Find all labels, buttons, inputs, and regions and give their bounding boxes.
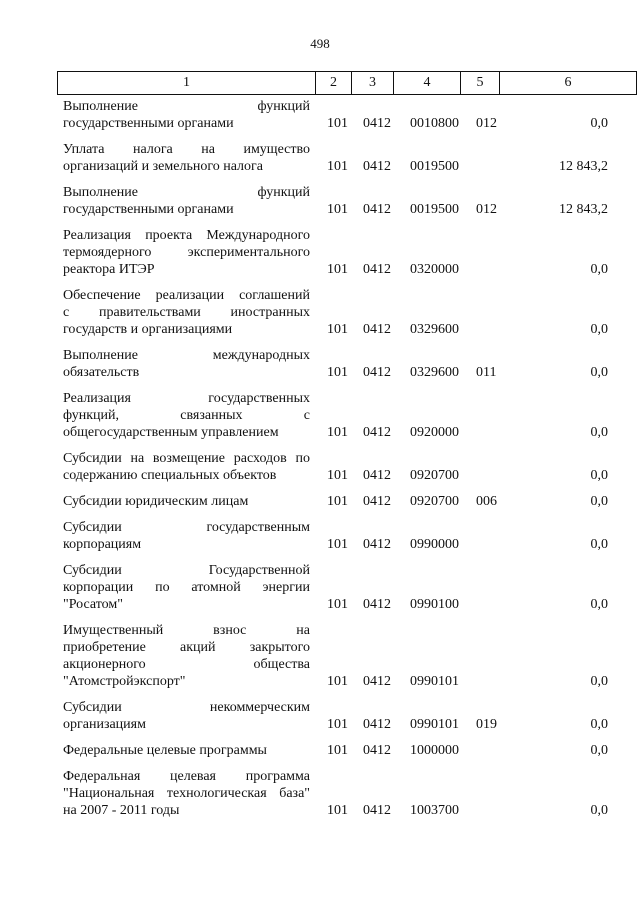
amount-value: 0,0 bbox=[590, 262, 608, 277]
amount-value: 0,0 bbox=[590, 743, 608, 758]
subsection-code: 0412 bbox=[363, 322, 391, 337]
section-code: 101 bbox=[327, 322, 348, 337]
table-row bbox=[0, 562, 640, 613]
section-code: 101 bbox=[327, 365, 348, 380]
section-code: 101 bbox=[327, 537, 348, 552]
description-line: общегосударственным управлением bbox=[63, 425, 279, 440]
description-line: государственными органами bbox=[63, 116, 234, 131]
amount-value: 0,0 bbox=[590, 116, 608, 131]
description-line: обязательств bbox=[63, 365, 140, 380]
amount-value: 12 843,2 bbox=[559, 202, 608, 217]
description-line: термоядерного экспериментального bbox=[63, 245, 310, 260]
table-row bbox=[0, 184, 640, 218]
amount-value: 0,0 bbox=[590, 365, 608, 380]
row-description bbox=[63, 184, 310, 218]
table-row bbox=[0, 699, 640, 733]
description-line: Субсидии юридическим лицам bbox=[63, 494, 249, 509]
subsection-code: 0412 bbox=[363, 743, 391, 758]
target-article-code: 1003700 bbox=[410, 803, 459, 818]
table-row bbox=[0, 450, 640, 484]
section-code: 101 bbox=[327, 674, 348, 689]
description-line: Федеральные целевые программы bbox=[63, 743, 267, 758]
table-row bbox=[0, 742, 640, 759]
target-article-code: 0329600 bbox=[410, 322, 459, 337]
target-article-code: 0019500 bbox=[410, 202, 459, 217]
row-description bbox=[63, 699, 310, 733]
description-line: на 2007 - 2011 годы bbox=[63, 803, 180, 818]
column-header-5: 5 bbox=[461, 72, 500, 95]
column-header-2: 2 bbox=[316, 72, 352, 95]
amount-value: 0,0 bbox=[590, 425, 608, 440]
subsection-code: 0412 bbox=[363, 116, 391, 131]
row-description bbox=[63, 287, 310, 338]
description-line: Выполнение функций bbox=[63, 99, 310, 114]
description-line: "Атомстройэкспорт" bbox=[63, 674, 186, 689]
row-description bbox=[63, 390, 310, 441]
amount-value: 0,0 bbox=[590, 597, 608, 612]
table-row bbox=[0, 141, 640, 175]
row-description bbox=[63, 98, 310, 132]
table-row bbox=[0, 287, 640, 338]
column-header-4: 4 bbox=[394, 72, 461, 95]
section-code: 101 bbox=[327, 717, 348, 732]
section-code: 101 bbox=[327, 202, 348, 217]
subsection-code: 0412 bbox=[363, 202, 391, 217]
target-article-code: 0920000 bbox=[410, 425, 459, 440]
description-line: Федеральная целевая программа bbox=[63, 769, 310, 784]
description-line: Реализация государственных bbox=[63, 391, 310, 406]
description-line: корпорациям bbox=[63, 537, 142, 552]
description-line: Субсидии Государственной bbox=[63, 563, 310, 578]
amount-value: 12 843,2 bbox=[559, 159, 608, 174]
description-line: Субсидии некоммерческим bbox=[63, 700, 310, 715]
column-header-3: 3 bbox=[352, 72, 394, 95]
target-article-code: 0990000 bbox=[410, 537, 459, 552]
budget-rows bbox=[0, 98, 640, 828]
section-code: 101 bbox=[327, 116, 348, 131]
subsection-code: 0412 bbox=[363, 803, 391, 818]
description-line: Уплата налога на имущество bbox=[63, 142, 310, 157]
subsection-code: 0412 bbox=[363, 425, 391, 440]
row-description bbox=[63, 519, 310, 553]
row-description bbox=[63, 622, 310, 690]
target-article-code: 0920700 bbox=[410, 494, 459, 509]
target-article-code: 0010800 bbox=[410, 116, 459, 131]
section-code: 101 bbox=[327, 159, 348, 174]
description-line: Имущественный взнос на bbox=[63, 623, 310, 638]
description-line: организаций и земельного налога bbox=[63, 159, 263, 174]
row-description bbox=[63, 493, 310, 510]
description-line: функций, связанных с bbox=[63, 408, 310, 423]
table-row bbox=[0, 622, 640, 690]
subsection-code: 0412 bbox=[363, 262, 391, 277]
description-line: Выполнение международных bbox=[63, 348, 310, 363]
row-description bbox=[63, 450, 310, 484]
description-line: приобретение акций закрытого bbox=[63, 640, 310, 655]
description-line: государственными органами bbox=[63, 202, 234, 217]
table-row bbox=[0, 519, 640, 553]
row-description bbox=[63, 347, 310, 381]
target-article-code: 1000000 bbox=[410, 743, 459, 758]
subsection-code: 0412 bbox=[363, 597, 391, 612]
target-article-code: 0990101 bbox=[410, 674, 459, 689]
target-article-code: 0990100 bbox=[410, 597, 459, 612]
target-article-code: 0990101 bbox=[410, 717, 459, 732]
expense-type-code: 011 bbox=[476, 365, 497, 380]
amount-value: 0,0 bbox=[590, 803, 608, 818]
table-row bbox=[0, 493, 640, 510]
description-line: корпорации по атомной энергии bbox=[63, 580, 310, 595]
amount-value: 0,0 bbox=[590, 322, 608, 337]
description-line: Субсидии на возмещение расходов по bbox=[63, 451, 310, 466]
table-row bbox=[0, 227, 640, 278]
description-line: "Росатом" bbox=[63, 597, 123, 612]
section-code: 101 bbox=[327, 597, 348, 612]
subsection-code: 0412 bbox=[363, 365, 391, 380]
amount-value: 0,0 bbox=[590, 674, 608, 689]
table-row bbox=[0, 768, 640, 819]
subsection-code: 0412 bbox=[363, 494, 391, 509]
row-description bbox=[63, 742, 310, 759]
expense-type-code: 012 bbox=[476, 116, 497, 131]
column-header-6: 6 bbox=[500, 72, 637, 95]
target-article-code: 0920700 bbox=[410, 468, 459, 483]
description-line: реактора ИТЭР bbox=[63, 262, 155, 277]
expense-type-code: 012 bbox=[476, 202, 497, 217]
amount-value: 0,0 bbox=[590, 468, 608, 483]
description-line: акционерного общества bbox=[63, 657, 310, 672]
column-header-table bbox=[57, 71, 637, 95]
section-code: 101 bbox=[327, 743, 348, 758]
amount-value: 0,0 bbox=[590, 494, 608, 509]
amount-value: 0,0 bbox=[590, 717, 608, 732]
description-line: Выполнение функций bbox=[63, 185, 310, 200]
description-line: содержанию специальных объектов bbox=[63, 468, 277, 483]
subsection-code: 0412 bbox=[363, 537, 391, 552]
section-code: 101 bbox=[327, 425, 348, 440]
expense-type-code: 019 bbox=[476, 717, 497, 732]
row-description bbox=[63, 768, 310, 819]
target-article-code: 0019500 bbox=[410, 159, 459, 174]
description-line: Реализация проекта Международного bbox=[63, 228, 310, 243]
column-header-row bbox=[58, 72, 637, 95]
table-row bbox=[0, 347, 640, 381]
section-code: 101 bbox=[327, 494, 348, 509]
description-line: Обеспечение реализации соглашений bbox=[63, 288, 310, 303]
page-number: 498 bbox=[310, 36, 330, 51]
table-row bbox=[0, 390, 640, 441]
description-line: государств и организациями bbox=[63, 322, 233, 337]
description-line: организациям bbox=[63, 717, 146, 732]
column-header-1: 1 bbox=[58, 72, 316, 95]
subsection-code: 0412 bbox=[363, 468, 391, 483]
row-description bbox=[63, 227, 310, 278]
target-article-code: 0329600 bbox=[410, 365, 459, 380]
subsection-code: 0412 bbox=[363, 674, 391, 689]
section-code: 101 bbox=[327, 803, 348, 818]
target-article-code: 0320000 bbox=[410, 262, 459, 277]
description-line: "Национальная технологическая база" bbox=[63, 786, 310, 801]
section-code: 101 bbox=[327, 262, 348, 277]
description-line: Субсидии государственным bbox=[63, 520, 310, 535]
subsection-code: 0412 bbox=[363, 717, 391, 732]
expense-type-code: 006 bbox=[476, 494, 497, 509]
subsection-code: 0412 bbox=[363, 159, 391, 174]
table-row bbox=[0, 98, 640, 132]
amount-value: 0,0 bbox=[590, 537, 608, 552]
section-code: 101 bbox=[327, 468, 348, 483]
row-description bbox=[63, 562, 310, 613]
description-line: с правительствами иностранных bbox=[63, 305, 310, 320]
row-description bbox=[63, 141, 310, 175]
